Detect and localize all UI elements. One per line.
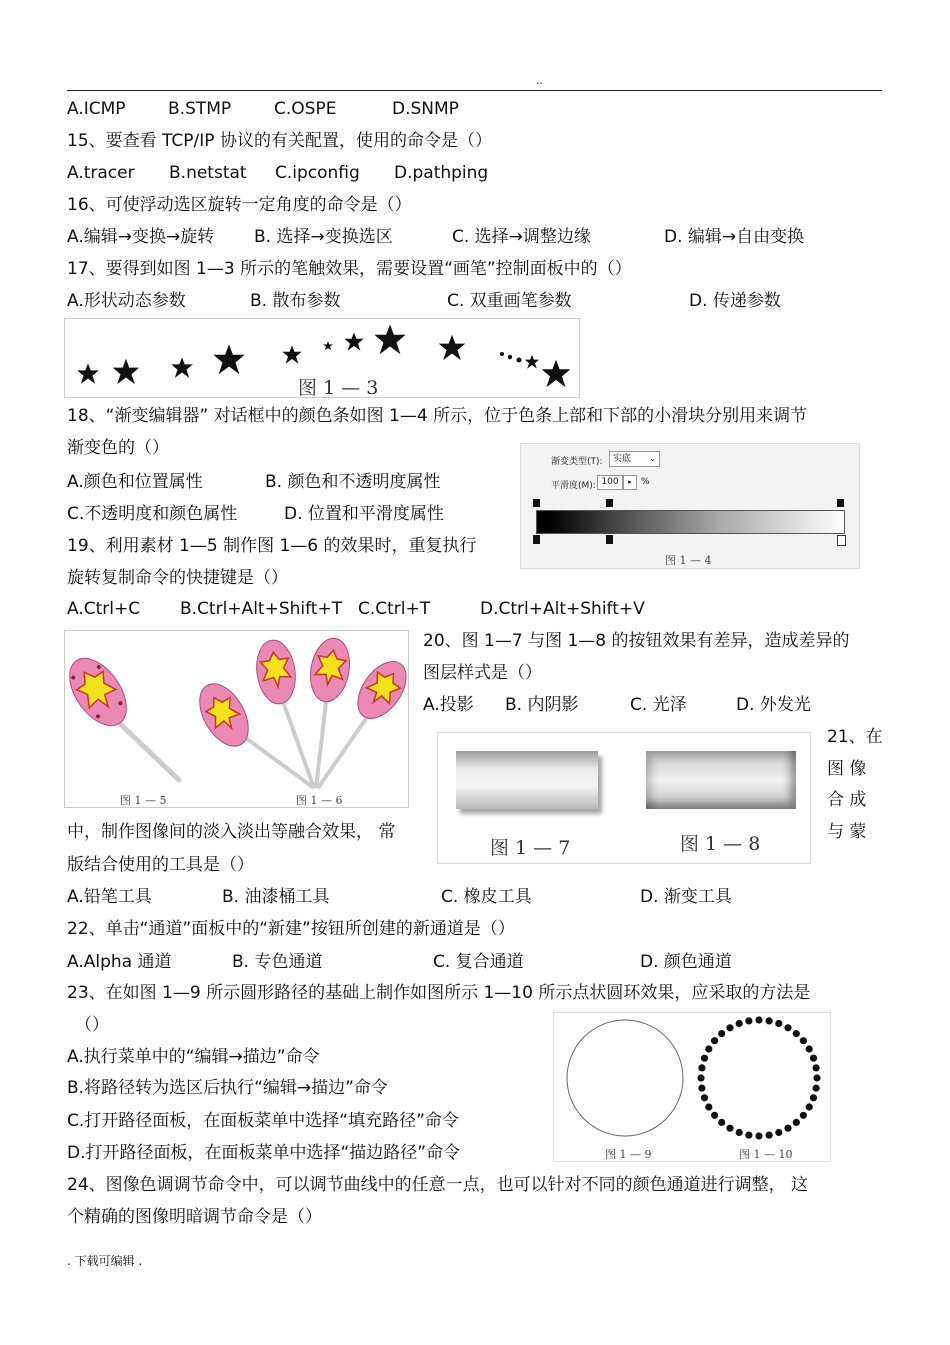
q21-option-c: C. 橡皮工具: [441, 887, 532, 907]
q19-option-a: A.Ctrl+C: [67, 599, 141, 619]
figure-1-5-1-6: [64, 630, 409, 808]
q21-line-mid: 中，制作图像间的淡入淡出等融合效果， 常: [67, 822, 396, 842]
figure-1-4-caption: 图 1 — 4: [665, 554, 712, 567]
smoothness-input: 100: [597, 475, 623, 490]
q21-option-b: B. 油漆桶工具: [222, 887, 330, 907]
gradient-type-label: 渐变类型(T):: [551, 457, 603, 467]
ring-dot: [701, 1055, 708, 1062]
figure-1-7-1-8: [437, 732, 811, 864]
q16-stem: 16、可使浮动选区旋转一定角度的命令是（）: [67, 195, 412, 215]
ring-dot: [705, 1045, 712, 1052]
q15-option-d: D.pathping: [394, 163, 489, 183]
q22-stem: 22、单击“通道”面板中的“新建”按钮所创建的新通道是（）: [67, 919, 515, 939]
figure-1-4: [520, 443, 860, 569]
q22-option-d: D. 颜色通道: [640, 952, 732, 972]
color-stop-left: [533, 535, 540, 544]
lollipop-graphic: [64, 630, 409, 808]
ring-dot: [793, 1119, 800, 1126]
q23-option-c: C.打开路径面板，在面板菜单中选择“填充路径”命令: [67, 1111, 459, 1131]
figure-1-5-caption: 图 1 — 5: [120, 794, 167, 807]
ring-dot: [711, 1037, 718, 1044]
q14-option-b: B.STMP: [168, 99, 232, 119]
ring-dot: [711, 1112, 718, 1119]
ring-dot: [755, 1132, 762, 1139]
q18-option-c: C.不透明度和颜色属性: [67, 504, 238, 524]
smoothness-arrow-icon: ▸: [623, 475, 637, 490]
figure-1-9-1-10: [553, 1012, 831, 1162]
q17-option-a: A.形状动态参数: [67, 291, 186, 311]
q18-option-a: A.颜色和位置属性: [67, 472, 203, 492]
ring-dot: [813, 1085, 820, 1092]
q16-option-b: B. 选择→变换选区: [254, 227, 393, 247]
footer-text: . 下载可编辑 .: [67, 1254, 143, 1268]
ring-dot: [698, 1064, 705, 1071]
q20-stem-line1: 20、图 1—7 与图 1—8 的按钮效果有差异，造成差异的: [423, 631, 850, 651]
ring-dot: [800, 1112, 807, 1119]
q21-line-end: 版结合使用的工具是（）: [67, 855, 254, 875]
ring-dot: [745, 1132, 752, 1139]
header-dots: ..: [536, 74, 543, 87]
figure-1-8-caption: 图 1 — 8: [680, 833, 761, 855]
ring-dot: [775, 1129, 782, 1136]
q21-side-3: 合 成: [827, 790, 867, 810]
ring-dot: [806, 1103, 813, 1110]
gradient-type-value: 实底: [613, 454, 632, 464]
button-sample-1-7: [456, 751, 598, 809]
q15-option-b: B.netstat: [169, 163, 247, 183]
ring-dot: [806, 1045, 813, 1052]
ring-dot: [718, 1030, 725, 1037]
figure-1-3-caption: 图 1 — 3: [298, 377, 379, 399]
q23-stem: 23、在如图 1—9 所示圆形路径的基础上制作如图所示 1—10 所示点状圆环效果，应采取的方法是: [67, 983, 811, 1003]
q24-stem-line1: 24、图像色调调节命令中，可以调节曲线中的任意一点，也可以针对不同的颜色通道进行调整， 这: [67, 1175, 809, 1195]
ring-dot: [813, 1064, 820, 1071]
header-rule: [67, 90, 882, 91]
ring-dot: [726, 1024, 733, 1031]
q21-side-2: 图 像: [827, 759, 867, 779]
gradient-bar: [536, 510, 845, 534]
opacity-stop-left: [533, 499, 540, 507]
q20-option-c: C. 光泽: [630, 695, 687, 715]
circle-path-graphic: [553, 1012, 831, 1162]
q18-option-d: D. 位置和平滑度属性: [284, 504, 444, 524]
ring-dot: [810, 1094, 817, 1101]
ring-dot: [766, 1132, 773, 1139]
q18-stem-line2: 渐变色的（）: [67, 438, 169, 458]
ring-dot: [701, 1094, 708, 1101]
q17-option-c: C. 双重画笔参数: [447, 291, 572, 311]
q21-option-a: A.铅笔工具: [67, 887, 152, 907]
q16-option-a: A.编辑→变换→旋转: [67, 227, 215, 247]
ring-dot: [726, 1125, 733, 1132]
ring-dot: [745, 1017, 752, 1024]
ring-dot: [718, 1119, 725, 1126]
ring-dot: [697, 1074, 704, 1081]
gradient-type-select: [609, 451, 660, 467]
percent-sign: %: [641, 477, 650, 487]
q24-stem-line2: 个精确的图像明暗调节命令是（）: [67, 1207, 322, 1227]
q17-option-d: D. 传递参数: [689, 291, 781, 311]
q20-option-a: A.投影: [423, 695, 474, 715]
q14-option-d: D.SNMP: [392, 99, 459, 119]
ring-dot: [755, 1016, 762, 1023]
q22-option-b: B. 专色通道: [232, 952, 323, 972]
q23-stem-line2: （）: [75, 1015, 109, 1035]
ring-dot: [698, 1085, 705, 1092]
q23-option-d: D.打开路径面板，在面板菜单中选择“描边路径”命令: [67, 1143, 461, 1163]
ring-dot: [736, 1129, 743, 1136]
ring-dot: [793, 1030, 800, 1037]
ring-dot: [813, 1074, 820, 1081]
color-stop-right: [837, 535, 846, 546]
q15-option-c: C.ipconfig: [275, 163, 360, 183]
figure-1-10-caption: 图 1 — 10: [739, 1148, 793, 1161]
color-stop-mid: [606, 535, 613, 544]
smoothness-label: 平滑度(M):: [551, 481, 596, 491]
q16-option-d: D. 编辑→自由变换: [664, 227, 805, 247]
opacity-stop-right: [837, 499, 844, 507]
q19-option-c: C.Ctrl+T: [358, 599, 431, 619]
q17-stem: 17、要得到如图 1—3 所示的笔触效果，需要设置“画笔”控制面板中的（）: [67, 259, 632, 279]
figure-1-7-caption: 图 1 — 7: [490, 837, 571, 859]
opacity-stop-mid: [606, 499, 613, 507]
ring-dot: [784, 1125, 791, 1132]
q17-option-b: B. 散布参数: [250, 291, 341, 311]
figure-1-9-caption: 图 1 — 9: [605, 1148, 652, 1161]
ring-dot: [766, 1017, 773, 1024]
q16-option-c: C. 选择→调整边缘: [452, 227, 591, 247]
q19-option-d: D.Ctrl+Alt+Shift+V: [480, 599, 645, 619]
q22-option-c: C. 复合通道: [433, 952, 524, 972]
ring-dot: [775, 1020, 782, 1027]
q23-option-a: A.执行菜单中的“编辑→描边”命令: [67, 1047, 320, 1067]
q22-option-a: A.Alpha 通道: [67, 952, 172, 972]
q20-stem-line2: 图层样式是（）: [423, 663, 542, 683]
q15-stem: 15、要查看 TCP/IP 协议的有关配置，使用的命令是（）: [67, 131, 492, 151]
q21-option-d: D. 渐变工具: [640, 887, 732, 907]
chevron-down-icon: ⌄: [649, 454, 656, 463]
q23-option-b: B.将路径转为选区后执行“编辑→描边”命令: [67, 1078, 388, 1098]
q18-stem-line1: 18、“渐变编辑器” 对话框中的颜色条如图 1—4 所示，位于色条上部和下部的小滑块分别用来调节: [67, 406, 808, 426]
q19-stem-line2: 旋转复制命令的快捷键是（）: [67, 568, 288, 588]
q20-option-b: B. 内阴影: [505, 695, 579, 715]
q15-option-a: A.tracer: [67, 163, 135, 183]
q14-option-c: C.OSPE: [274, 99, 337, 119]
q18-option-b: B. 颜色和不透明度属性: [265, 472, 441, 492]
figure-1-6-caption: 图 1 — 6: [296, 794, 343, 807]
q21-side-1: 21、在: [827, 727, 883, 747]
button-sample-1-8: [646, 751, 796, 809]
q20-option-d: D. 外发光: [736, 695, 811, 715]
ring-dot: [705, 1103, 712, 1110]
figure-1-3: [64, 318, 580, 398]
ring-dot: [784, 1024, 791, 1031]
ring-dot: [810, 1055, 817, 1062]
ring-dot: [736, 1020, 743, 1027]
q19-option-b: B.Ctrl+Alt+Shift+T: [180, 599, 343, 619]
q14-option-a: A.ICMP: [67, 99, 126, 119]
q21-side-4: 与 蒙: [827, 822, 867, 842]
q19-stem-line1: 19、利用素材 1—5 制作图 1—6 的效果时，重复执行: [67, 536, 477, 556]
ring-dot: [800, 1037, 807, 1044]
